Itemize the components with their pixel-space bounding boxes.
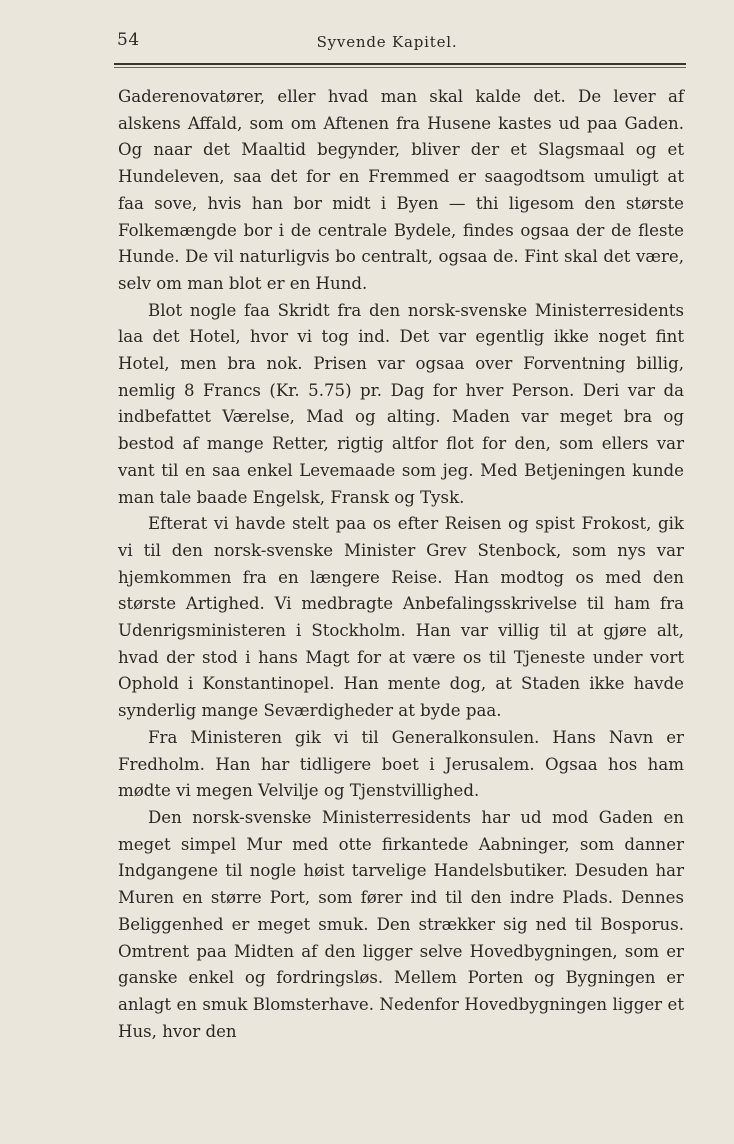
paragraph: Den norsk-svenske Ministerresidents har ud mod Gaden en meget simpel Mur med otte firkantede Aabninger, som danner Indgangene til nogle høist tarvelige Handelsbutiker. Desuden har Muren en større Port, som fører ind til den indre Plads. Dennes Beliggenhed er meget smuk. Den strækker sig ned til Bosporus. Omtrent paa Midten af den ligger selve Hovedbygningen, som er ganske enkel og fordringsløs. Mellem Porten og Bygningen er anlagt en smuk Blomsterhave. Nedenfor Hovedbygningen ligger et Hus, hvor den: [118, 807, 684, 1041]
paragraph: Blot nogle faa Skridt fra den norsk-svenske Ministerresidents laa det Hotel, hvor vi tog ind. Det var egentlig ikke noget fint Hotel, men bra nok. Prisen var ogsaa over Forventning billig, nemlig 8 Francs (Kr. 5.75) pr. Dag for hver Person. Deri var da indbefattet Værelse, Mad og alting. Maden var meget bra og bestod af mange Retter, rigtig altfor flot for den, som ellers var vant til en saa enkel Levemaade som jeg. Med Betjeningen kunde man tale baade Engelsk, Fransk og Tysk.: [118, 300, 684, 507]
running-title: Syvende Kapitel.: [316, 33, 458, 51]
body-text: [118, 84, 684, 1045]
header-rule-thin: [114, 67, 686, 68]
paragraph: Fra Ministeren gik vi til Generalkonsulen. Hans Navn er Fredholm. Han har tidligere boet i Jerusalem. Ogsaa hos ham mødte vi megen Velvilje og Tjenstvillighed.: [118, 727, 684, 801]
paragraph: Gaderenovatører, eller hvad man skal kalde det. De lever af alskens Affald, som om Aftenen fra Husene kastes ud paa Gaden. Og naar det Maaltid begynder, bliver der et Slagsmaal og et Hundeleven, saa det for en Fremmed er saagodtsom umuligt at faa sove, hvis han bor midt i Byen — thi ligesom den største Folkemængde bor i de centrale Bydele, findes ogsaa der de fleste Hunde. De vil naturligvis bo centralt, ogsaa de. Fint skal det være, selv om man blot er en Hund.: [118, 87, 684, 293]
header-rule: [114, 63, 686, 65]
paragraph: Efterat vi havde stelt paa os efter Reisen og spist Frokost, gik vi til den norsk-svenske Minister Grev Stenbock, som nys var hjemkommen fra en længere Reise. Han modtog os med den største Artighed. Vi medbragte Anbefalingsskrivelse til ham fra Udenrigsministeren i Stockholm. Han var villig til at gjøre alt, hvad der stod i hans Magt for at være os til Tjeneste under vort Ophold i Konstantinopel. Han mente dog, at Staden ikke havde synderlig mange Seværdigheder at byde paa.: [118, 514, 684, 721]
page-number: 54: [117, 30, 140, 50]
